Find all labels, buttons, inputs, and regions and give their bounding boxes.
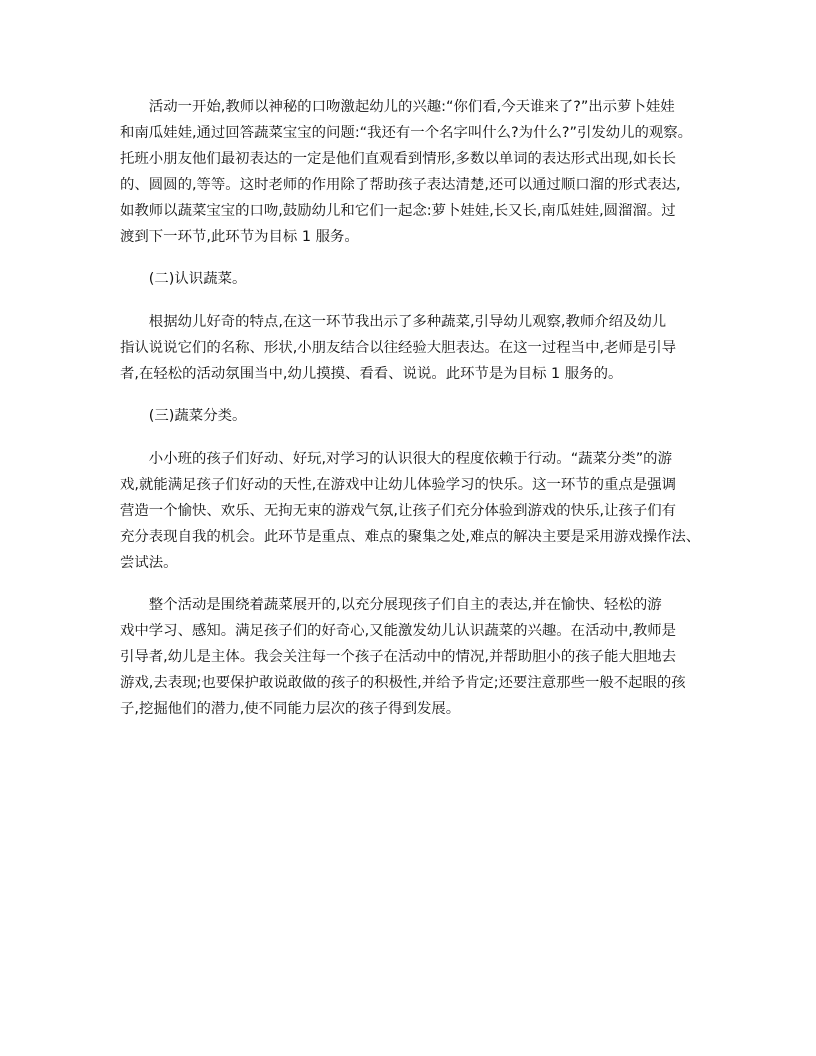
paragraph-intro xyxy=(120,94,700,250)
text-line: 小小班的孩子们好动、好玩,对学习的认识很大的程度依赖于行动。“蔬菜分类”的游 xyxy=(148,451,672,467)
text-line: 根据幼儿好奇的特点,在这一环节我出示了多种蔬菜,引导幼儿观察,教师介绍及幼儿 xyxy=(148,314,667,330)
text-line: 戏,就能满足孩子们好动的天性,在游戏中让幼儿体验学习的快乐。这一环节的重点是强调 xyxy=(120,477,676,493)
text-line: 渡到下一环节,此环节为目标 1 服务。 xyxy=(120,229,359,245)
text-line: 指认说说它们的名称、形状,小朋友结合以往经验大胆表达。在这一过程当中,老师是引导 xyxy=(120,340,676,356)
section-heading-recognize-vegetables: (二)认识蔬菜。 xyxy=(148,271,247,287)
text-line: 营造一个愉快、欢乐、无拘无束的游戏气氛,让孩子们充分体验到游戏的快乐,让孩子们有 xyxy=(120,503,676,519)
text-line: 子,挖掘他们的潜力,使不同能力层次的孩子得到发展。 xyxy=(120,701,461,717)
text-line: 如教师以蔬菜宝宝的口吻,鼓励幼儿和它们一起念:萝卜娃娃,长又长,南瓜娃娃,圆溜溜。过 xyxy=(120,203,676,219)
text-line: 戏中学习、感知。满足孩子们的好奇心,又能激发幼儿认识蔬菜的兴趣。在活动中,教师是 xyxy=(120,623,676,639)
section-heading-vegetable-classification: (三)蔬菜分类。 xyxy=(148,408,247,424)
text-line: 和南瓜娃娃,通过回答蔬菜宝宝的问题:“我还有一个名字叫什么?为什么?”引发幼儿的观察。 xyxy=(120,125,693,141)
paragraph-vegetable-classification xyxy=(120,446,700,576)
text-line: 充分表现自我的机会。此环节是重点、难点的聚集之处,难点的解决主要是采用游戏操作法、 xyxy=(120,529,701,545)
text-line: 活动一开始,教师以神秘的口吻激起幼儿的兴趣:“你们看,今天谁来了?”出示萝卜娃娃 xyxy=(148,99,675,115)
text-line: 者,在轻松的活动氛围当中,幼儿摸摸、看看、说说。此环节是为目标 1 服务的。 xyxy=(120,366,623,382)
paragraph-summary xyxy=(120,592,700,722)
text-line: 尝试法。 xyxy=(120,555,178,571)
paragraph-recognize-vegetables xyxy=(120,309,700,387)
text-line: 托班小朋友他们最初表达的一定是他们直观看到情形,多数以单词的表达形式出现,如长长 xyxy=(120,151,676,167)
text-line: 引导者,幼儿是主体。我会关注每一个孩子在活动中的情况,并帮助胆小的孩子能大胆地去 xyxy=(120,649,676,665)
text-line: 整个活动是围绕着蔬菜展开的,以充分展现孩子们自主的表达,并在愉快、轻松的游 xyxy=(148,597,662,613)
text-line: 的、圆圆的,等等。这时老师的作用除了帮助孩子表达清楚,还可以通过顺口溜的形式表达, xyxy=(120,177,681,193)
document-body xyxy=(120,94,700,738)
text-line: 游戏,去表现;也要保护敢说敢做的孩子的积极性,并给予肯定;还要注意那些一般不起眼的孩 xyxy=(120,675,686,691)
